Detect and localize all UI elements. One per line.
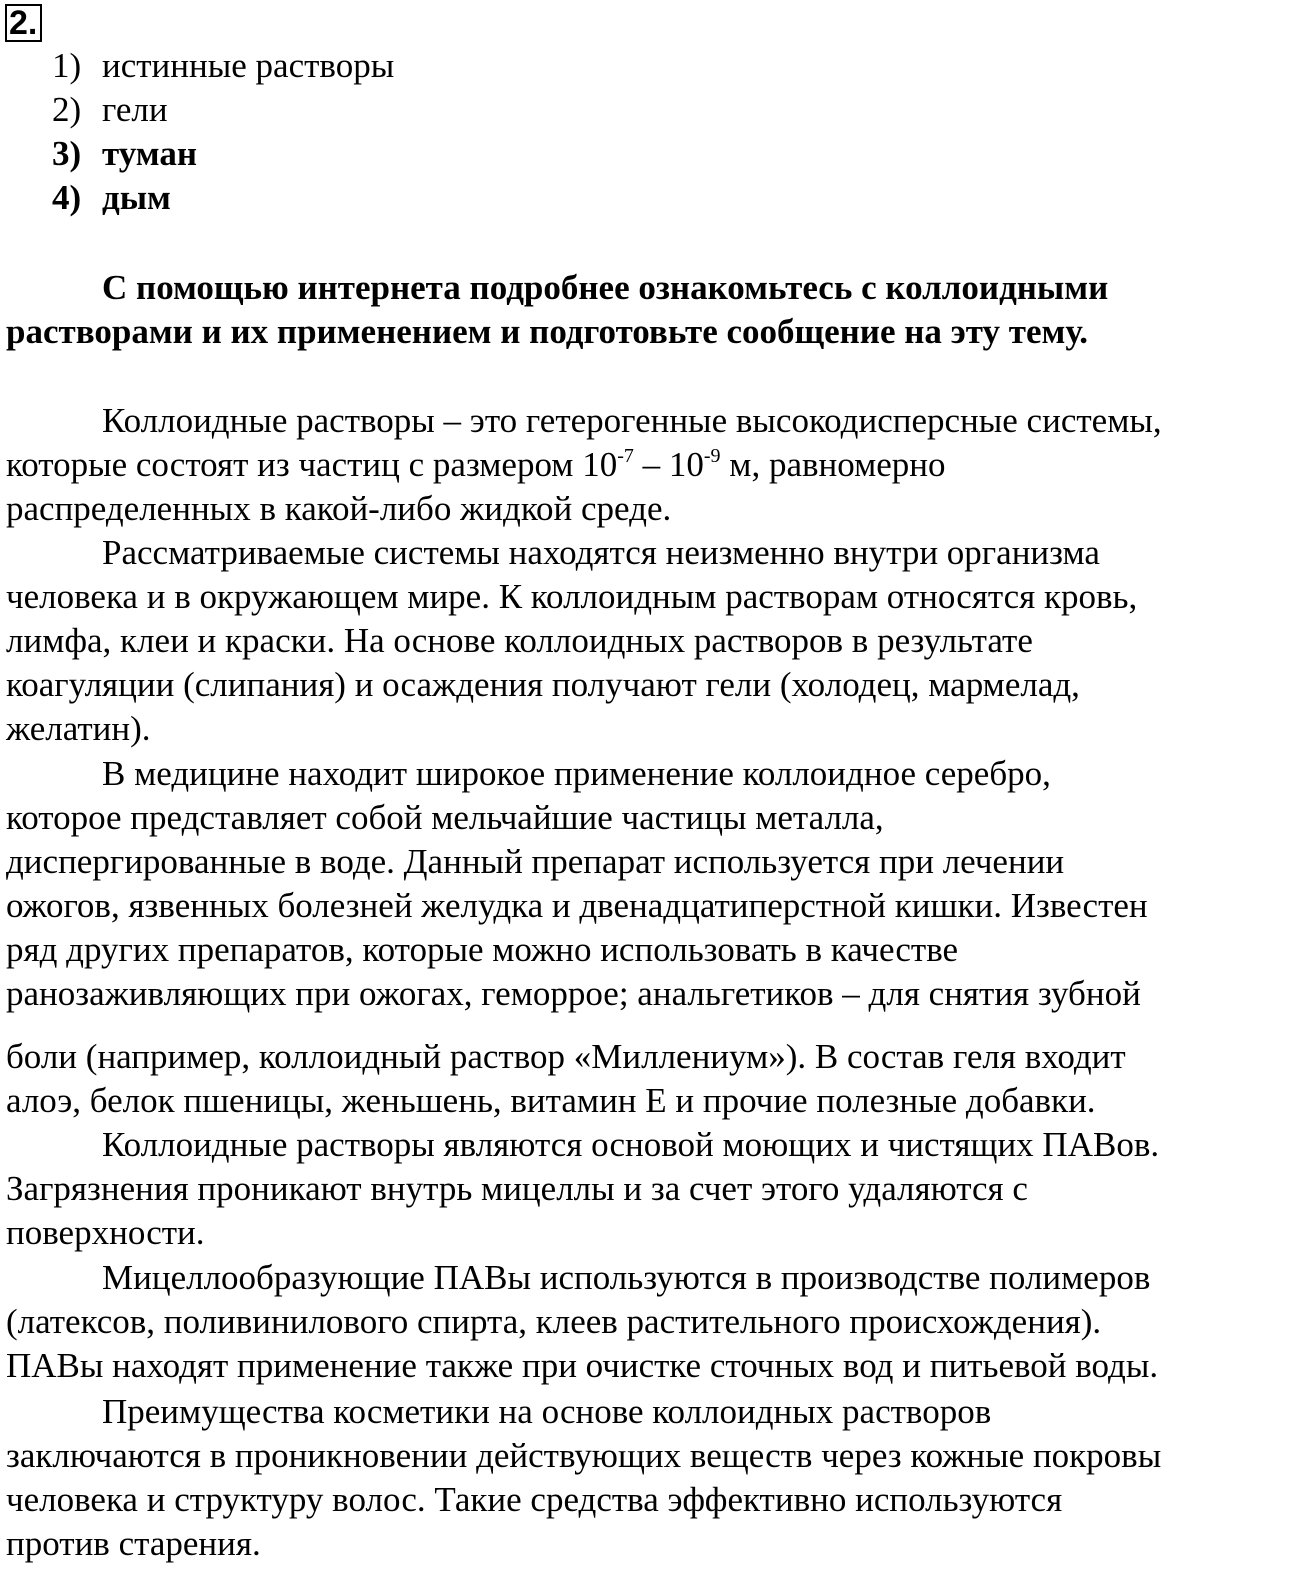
text-run: – 10 [633, 445, 704, 484]
paragraph-line: Преимущества косметики на основе коллоидных растворов [102, 1392, 992, 1431]
paragraph-line: ожогов, язвенных болезней желудка и двенадцатиперстной кишки. Известен [6, 886, 1148, 925]
paragraph-line: (латексов, поливинилового спирта, клеев растительного происхождения). [6, 1302, 1102, 1341]
paragraph-1 [6, 399, 1290, 531]
paragraph-line: алоэ, белок пшеницы, женьшень, витамин Е и прочие полезные добавки. [6, 1081, 1096, 1120]
task-heading [6, 266, 1290, 354]
paragraph-line: ранозаживляющих при ожогах, геморрое; анальгетиков – для снятия зубной [6, 974, 1141, 1013]
paragraph-line: В медицине находит широкое применение коллоидное серебро, [102, 754, 1051, 793]
paragraph-line: распределенных в какой-либо жидкой среде. [6, 489, 672, 528]
option-4 [52, 176, 394, 220]
paragraph-line: ряд других препаратов, которые можно использовать в качестве [6, 930, 959, 969]
paragraph-line: Мицеллообразующие ПАВы используются в производстве полимеров [102, 1258, 1151, 1297]
option-text: гели [102, 90, 168, 129]
heading-line: С помощью интернета подробнее ознакомьтесь с коллоидными [102, 268, 1109, 307]
paragraph-line: человека и структуру волос. Такие средства эффективно используются [6, 1480, 1063, 1519]
option-text: истинные растворы [102, 46, 395, 85]
paragraph-3-continued [6, 1035, 1290, 1123]
paragraph-line: Загрязнения проникают внутрь мицеллы и за счет этого удаляются с [6, 1169, 1028, 1208]
option-number: 2) [52, 90, 82, 129]
paragraph-line: ПАВы находят применение также при очистке сточных вод и питьевой воды. [6, 1346, 1159, 1385]
paragraph-3 [6, 752, 1290, 1016]
exponent: -7 [617, 445, 634, 467]
paragraph-line: диспергированные в воде. Данный препарат используется при лечении [6, 842, 1065, 881]
exponent: -9 [703, 445, 721, 467]
option-number: 3) [52, 134, 82, 173]
paragraph-line: Рассматриваемые системы находятся неизменно внутри организма [102, 533, 1100, 572]
option-number: 1) [52, 46, 82, 85]
paragraph-line: Коллоидные растворы являются основой моющих и чистящих ПАВов. [102, 1125, 1160, 1164]
paragraph-2 [6, 531, 1290, 751]
answer-options [52, 44, 394, 220]
paragraph-line: заключаются в проникновении действующих веществ через кожные покровы [6, 1436, 1162, 1475]
option-3 [52, 132, 394, 176]
paragraph-5 [6, 1256, 1290, 1388]
paragraph-6 [6, 1390, 1290, 1566]
text-run: м, равномерно [720, 445, 946, 484]
heading-line: растворами и их применением и подготовьте сообщение на эту тему. [6, 312, 1089, 351]
paragraph-line: желатин). [6, 709, 151, 748]
option-text: дым [102, 178, 171, 217]
paragraph-line-with-superscripts [6, 443, 1290, 487]
text-run: которые состоят из частиц с размером 10 [6, 445, 618, 484]
paragraph-line: против старения. [6, 1524, 261, 1563]
task-number: 2. [5, 4, 42, 42]
paragraph-line: которое представляет собой мельчайшие частицы металла, [6, 798, 884, 837]
paragraph-line: лимфа, клеи и краски. На основе коллоидных растворов в результате [6, 621, 1033, 660]
paragraph-line: поверхности. [6, 1213, 205, 1252]
paragraph-4 [6, 1123, 1290, 1255]
option-text: туман [102, 134, 198, 173]
option-2 [52, 88, 394, 132]
paragraph-line: коагуляции (слипания) и осаждения получают гели (холодец, мармелад, [6, 665, 1080, 704]
paragraph-line: человека и в окружающем мире. К коллоидным растворам относятся кровь, [6, 577, 1138, 616]
option-1 [52, 44, 394, 88]
paragraph-line: Коллоидные растворы – это гетерогенные высокодисперсные системы, [102, 401, 1162, 440]
option-number: 4) [52, 178, 82, 217]
paragraph-line: боли (например, коллоидный раствор «Миллениум»). В состав геля входит [6, 1037, 1126, 1076]
